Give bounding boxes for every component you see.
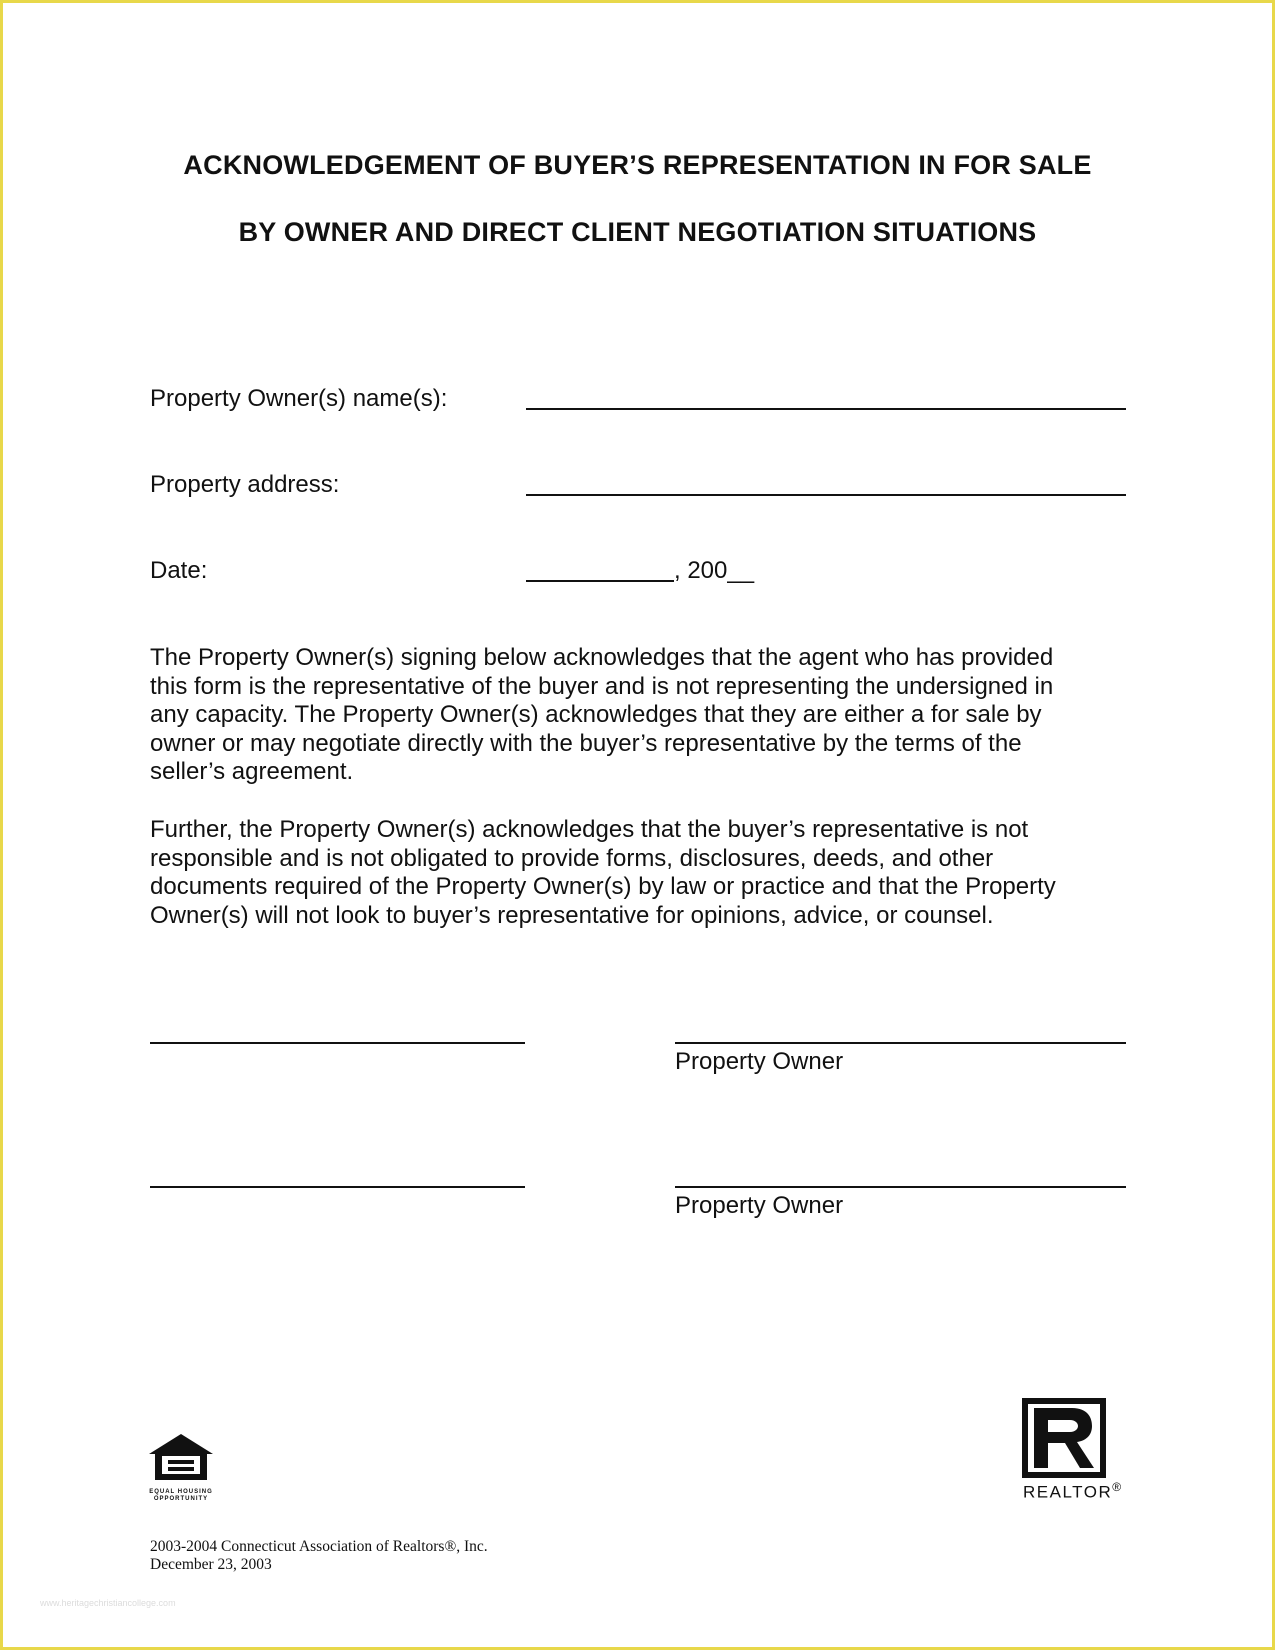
- signature-line-left-1[interactable]: [150, 1042, 525, 1044]
- paragraph-line: owner or may negotiate directly with the buyer’s representative by the terms of the: [150, 729, 1022, 757]
- equal-housing-caption-2: OPPORTUNITY: [153, 1496, 209, 1502]
- paragraph-line: responsible and is not obligated to provide forms, disclosures, deeds, and other: [150, 844, 994, 872]
- property-owner-caption-2: Property Owner: [675, 1192, 844, 1219]
- property-address-label: Property address:: [150, 471, 340, 498]
- owner-names-field[interactable]: [526, 408, 1126, 410]
- watermark: www.heritagechristiancollege.com: [40, 1598, 176, 1608]
- equal-housing-caption-1: EQUAL HOUSING: [149, 1489, 213, 1495]
- footer-copyright: 2003-2004 Connecticut Association of Realtors®, Inc.: [150, 1538, 488, 1555]
- paragraph-line: The Property Owner(s) signing below acknowledges that the agent who has provided: [150, 644, 1054, 671]
- property-address-field[interactable]: [526, 494, 1126, 496]
- property-owner-signature-line-1[interactable]: [675, 1042, 1126, 1044]
- property-owner-caption-1: Property Owner: [675, 1048, 844, 1075]
- realtor-wordmark: [1023, 1480, 1121, 1503]
- signature-line-left-2[interactable]: [150, 1186, 525, 1188]
- date-label: Date:: [150, 557, 208, 584]
- owner-names-label: Property Owner(s) name(s):: [150, 385, 448, 412]
- equal-housing-opportunity-icon: [146, 1432, 216, 1484]
- equal-housing-opportunity-logo: [146, 1432, 216, 1503]
- paragraph-line: seller’s agreement.: [150, 758, 354, 786]
- property-owner-signature-line-2[interactable]: [675, 1186, 1126, 1188]
- footer: [150, 1538, 488, 1574]
- paragraph-line: Further, the Property Owner(s) acknowledges that the buyer’s representative is not: [150, 816, 1029, 843]
- paragraph-line: any capacity. The Property Owner(s) acknowledges that they are either a for sale by: [150, 701, 1042, 729]
- realtor-logo: [1022, 1398, 1106, 1483]
- acknowledgement-paragraph-2: [150, 816, 1110, 930]
- realtor-r-icon: [1022, 1398, 1106, 1478]
- paragraph-line: this form is the representative of the buyer and is not representing the undersigned in: [150, 672, 1054, 700]
- document-title-line-1: ACKNOWLEDGEMENT OF BUYER’S REPRESENTATION IN FOR SALE: [183, 150, 1092, 180]
- paragraph-line: Owner(s) will not look to buyer’s representative for opinions, advice, or counsel.: [150, 901, 994, 929]
- date-field[interactable]: [526, 580, 674, 582]
- date-year-suffix: , 200__: [674, 557, 755, 584]
- registered-mark: ®: [1112, 1480, 1122, 1494]
- document-title-line-2: BY OWNER AND DIRECT CLIENT NEGOTIATION SITUATIONS: [238, 217, 1037, 247]
- realtor-word: REALTOR: [1023, 1482, 1113, 1502]
- footer-date: December 23, 2003: [150, 1556, 272, 1573]
- acknowledgement-paragraph-1: [150, 644, 1110, 787]
- paragraph-line: documents required of the Property Owner(s) by law or practice and that the Property: [150, 873, 1056, 901]
